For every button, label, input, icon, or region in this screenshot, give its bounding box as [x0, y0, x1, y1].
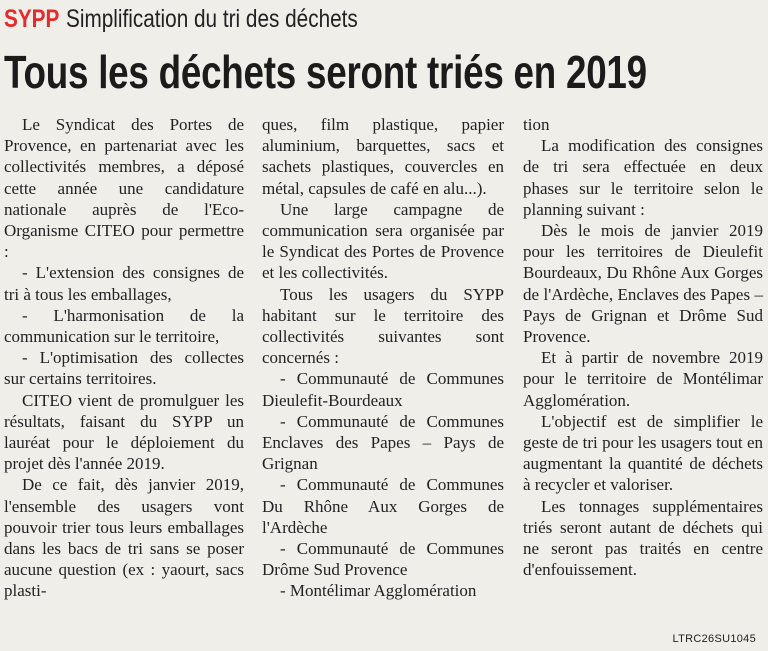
- paragraph: Dès le mois de janvier 2019 pour les territoires de Dieulefit Bourdeaux, Du Rhône Aux Gorges de l'Ardèche, Enclaves des Papes – Pays de Grignan et Drôme Sud Provence.: [523, 221, 763, 347]
- paragraph: Le Syndicat des Portes de Provence, en partenariat avec les collectivités membres, a déposé cette année une candidature nationale auprès de l'Eco-Organisme CITEO pour permettre :: [4, 115, 244, 262]
- article-column-2: [262, 114, 504, 602]
- kicker: [4, 2, 358, 36]
- list-item: - Communauté de Communes Enclaves des Papes – Pays de Grignan: [262, 411, 504, 474]
- kicker-topic: Simplification du tri des déchets: [66, 5, 358, 33]
- paragraph: Et à partir de novembre 2019 pour le territoire de Montélimar Agglomération.: [523, 348, 763, 410]
- article-column-3: [523, 114, 763, 580]
- paragraph: CITEO vient de promulguer les résultats, faisant du SYPP un lauréat pour le déploiement du projet dès l'année 2019.: [4, 390, 244, 474]
- reference-code: LTRC26SU1045: [672, 633, 756, 645]
- list-item: - Montélimar Agglomération: [280, 581, 477, 601]
- list-item: - L'extension des consignes de tri à tous les emballages,: [4, 263, 244, 304]
- paragraph: tion: [523, 115, 550, 134]
- kicker-brand: SYPP: [4, 5, 60, 33]
- paragraph: L'objectif est de simplifier le geste de tri pour les usagers tout en augmentant la quantité de déchets à recycler et valoriser.: [523, 411, 763, 495]
- paragraph: Une large campagne de communication sera organisée par le Syndicat des Portes de Provence et les collectivités.: [262, 199, 504, 283]
- list-item: - L'optimisation des collectes sur certains territoires.: [4, 348, 244, 389]
- paragraph: De ce fait, dès janvier 2019, l'ensemble des usagers vont pouvoir trier tous leurs emballages dans les bacs de tri sans se poser aucune question (ex : yaourt, sacs plasti-: [4, 475, 244, 601]
- list-item: - Communauté de Communes Dieulefit-Bourdeaux: [262, 369, 504, 410]
- list-item: - Communauté de Communes Drôme Sud Provence: [262, 539, 504, 580]
- list-item: - Communauté de Communes Du Rhône Aux Gorges de l'Ardèche: [262, 475, 504, 537]
- list-item: - L'harmonisation de la communication sur le territoire,: [4, 305, 244, 347]
- article-column-1: [4, 114, 244, 602]
- paragraph: ques, film plastique, papier aluminium, barquettes, sacs et sachets plastiques, couvercles en métal, capsules de café en alu...).: [262, 115, 504, 198]
- paragraph: La modification des consignes de tri sera effectuée en deux phases sur le territoire selon le planning suivant :: [523, 136, 763, 219]
- paragraph: Les tonnages supplémentaires triés seront autant de déchets qui ne seront pas traités en centre d'enfouissement.: [523, 496, 763, 580]
- article-headline: Tous les déchets seront triés en 2019: [4, 46, 647, 98]
- paragraph: Tous les usagers du SYPP habitant sur le territoire des collectivités suivantes sont concernés :: [262, 284, 504, 368]
